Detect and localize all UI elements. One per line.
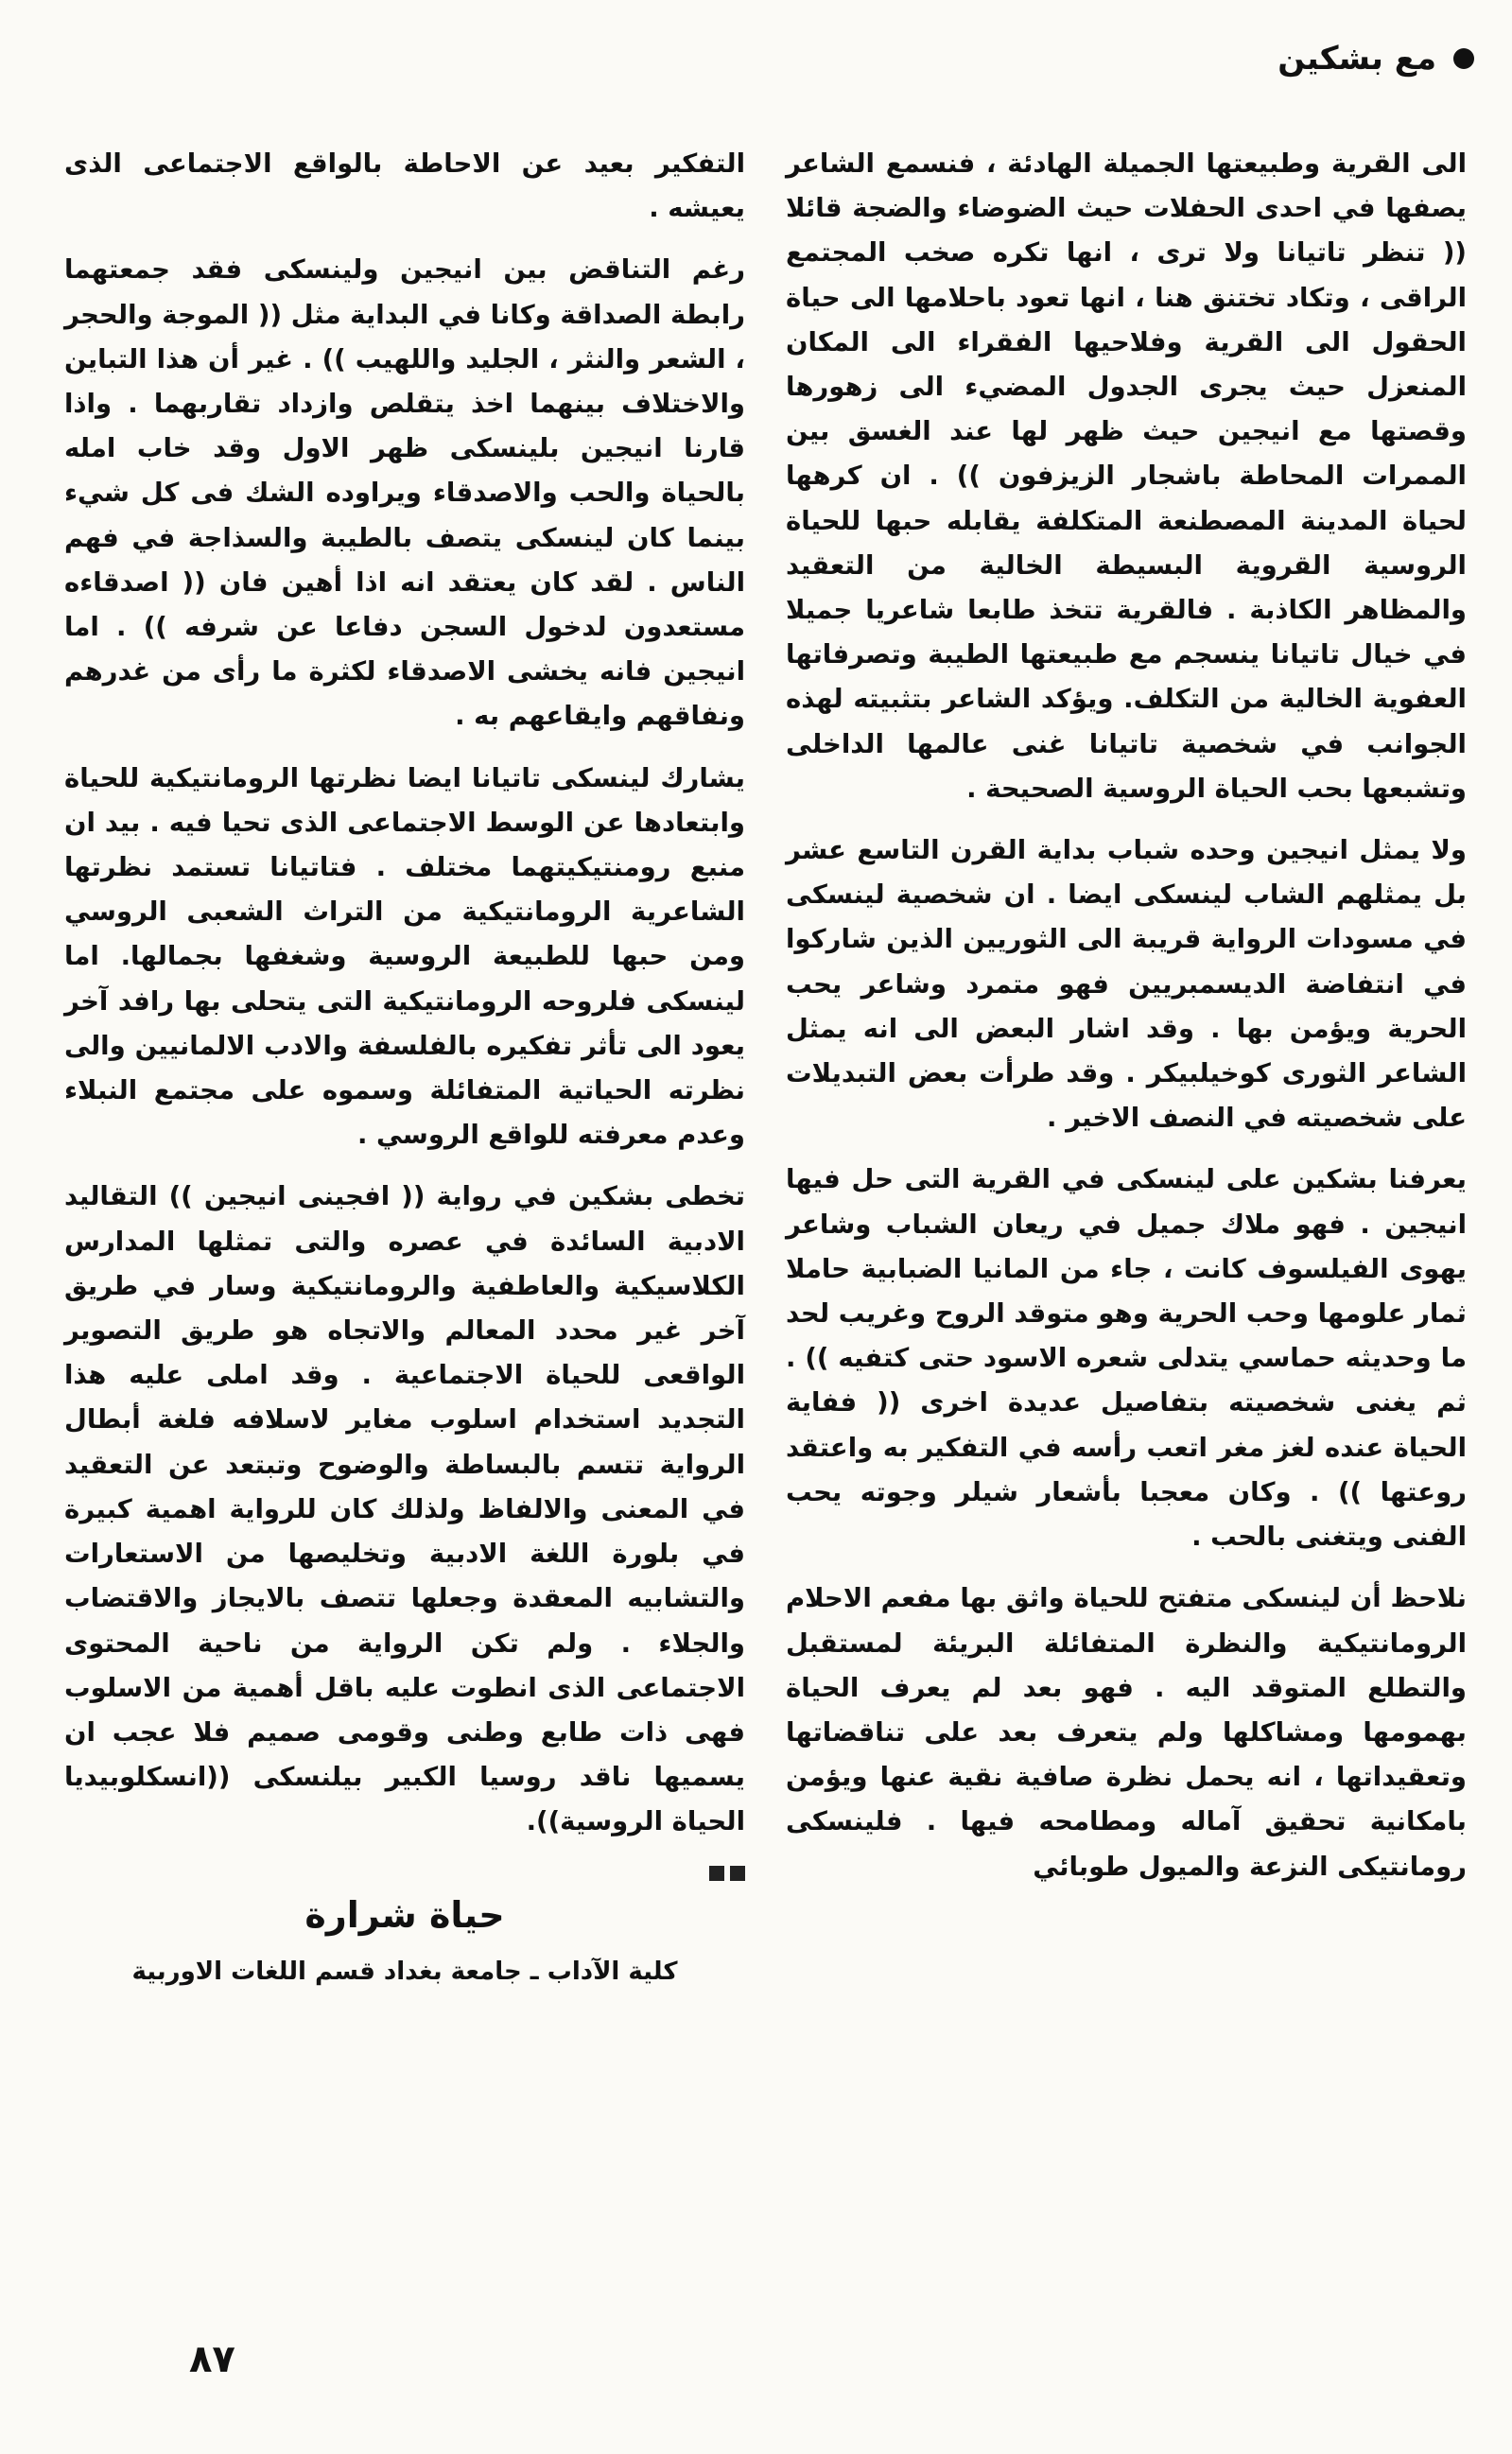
paragraph: يشارك لينسكى تاتيانا ايضا نظرتها الرومانتيكية للحياة وابتعادها عن الوسط الاجتماعى الذى تحيا فيه . بيد ان منبع رومنتيكيتهما مختلف . فتاتيانا تستمد نظرتها الشاعرية الرومانتيكية من التراث الشعبى الروسي ومن حبها للطبيعة الروسية وشغفها بجمالها. اما لينسكى فلروحه الرومانتيكية التى يتحلى بها رافد آخر يعود الى تأثر تفكيره بالفلسفة والادب الالمانيين والى نظرته الحياتية المتفائلة وسموه على مجتمع النبلاء وعدم معرفته للواقع الروسي . xyxy=(64,762,745,1151)
end-ornament-icon xyxy=(64,1866,745,1881)
page-number: ٨٧ xyxy=(189,2338,235,2381)
right-column xyxy=(786,142,1467,1889)
left-column xyxy=(64,142,745,1993)
running-header xyxy=(1277,40,1474,78)
paragraph: الى القرية وطبيعتها الجميلة الهادئة ، فنسمع الشاعر يصفها في احدى الحفلات حيث الضوضاء والضجة قائلا (( تنظر تاتيانا ولا ترى ، انها تكره صخب المجتمع الراقى ، وتكاد تختنق هنا ، انها تعود باحلامها الى حياة الحقول الى القرية وفلاحيها الفقراء الى المكان المنعزل حيث يجرى الجدول المضيء الى زهورها وقصتها مع انيجين حيث ظهر لها عند الغسق بين الممرات المحاطة باشجار الزيزفون )) . ان كرهها لحياة المدينة المصطنعة المتكلفة يقابله حبها للحياة الروسية القروية البسيطة الخالية من التعقيد والمظاهر الكاذبة . فالقرية تتخذ طابعا شاعريا جميلا في خيال تاتيانا ينسجم مع طبيعتها الطيبة وتصرفاتها العفوية الخالية من التكلف. ويؤكد الشاعر بتثبيته لهذه الجوانب في شخصية تاتيانا غنى عالمها الداخلى وتشبعها بحب الحياة الروسية الصحيحة . xyxy=(786,148,1467,804)
paragraph: يعرفنا بشكين على لينسكى في القرية التى حل فيها انيجين . فهو ملاك جميل في ريعان الشباب وشاعر يهوى الفيلسوف كانت ، جاء من المانيا الضبابية حاملا ثمار علومها وحب الحرية وهو متوقد الروح وغريب لحد ما وحديثه حماسي يتدلى شعره الاسود حتى كتفيه )) . ثم يغنى شخصيته بتفاصيل عديدة اخرى (( ففاية الحياة عنده لغز مغر اتعب رأسه في التفكير به واعتقد روعتها )) . وكان معجبا بأشعار شيلر وجوته يحب الفنى ويتغنى بالحب . xyxy=(786,1164,1467,1553)
paragraph: ولا يمثل انيجين وحده شباب بداية القرن التاسع عشر بل يمثلهم الشاب لينسكى ايضا . ان شخصية لينسكى في مسودات الرواية قريبة الى الثوريين الذين شاركوا في انتفاضة الديسمبريين فهو متمرد وشاعر يحب الحرية ويؤمن بها . وقد اشار البعض الى انه يمثل الشاعر الثورى كوخيلبيكر . وقد طرأت بعض التبديلات على شخصيته في النصف الاخير . xyxy=(786,835,1467,1134)
author-name: حياة شرارة xyxy=(304,1893,505,1936)
paragraph: رغم التناقض بين انيجين ولينسكى فقد جمعتهما رابطة الصداقة وكانا في البداية مثل (( الموجة والحجر ، الشعر والنثر ، الجليد واللهيب )) . غير أن هذا التباين والاختلاف بينهما اخذ يتقلص وازداد تقاربهما . واذا قارنا انيجين بلينسكى ظهر الاول وقد خاب امله بالحياة والحب والاصدقاء ويراوده الشك فى كل شيء بينما كان لينسكى يتصف بالطيبة والسذاجة في فهم الناس . لقد كان يعتقد انه اذا أهين فان (( اصدقاءه مستعدون لدخول السجن دفاعا عن شرفه )) . اما انيجين فانه يخشى الاصدقاء لكثرة ما رأى من غدرهم ونفاقهم وايقاعهم به . xyxy=(64,254,745,732)
author-affiliation: كلية الآداب ـ جامعة بغداد قسم اللغات الاوربية xyxy=(131,1957,678,1986)
paragraph: التفكير بعيد عن الاحاطة بالواقع الاجتماعى الذى يعيشه . xyxy=(64,148,745,224)
bullet-icon xyxy=(1453,48,1474,69)
paragraph: تخطى بشكين في رواية (( افجينى انيجين )) التقاليد الادبية السائدة في عصره والتى تمثلها المدارس الكلاسيكية والعاطفية والرومانتيكية وسار في طريق آخر غير محدد المعالم والاتجاه هو طريق التصوير الواقعى للحياة الاجتماعية . وقد املى عليه هذا التجديد استخدام اسلوب مغاير لاسلافه فلغة أبطال الرواية تتسم بالبساطة والوضوح وتبتعد عن التعقيد في المعنى والالفاظ ولذلك كان للرواية اهمية كبيرة في بلورة اللغة الادبية وتخليصها من الاستعارات والتشابيه المعقدة وجعلها تتصف بالايجاز والاقتضاب والجلاء . ولم تكن الرواية من ناحية المحتوى الاجتماعى الذى انطوت عليه باقل أهمية من الاسلوب فهى ذات طابع وطنى وقومى صميم فلا عجب ان يسميها ناقد روسيا الكبير بيلنسكى ((انسكلوبيديا الحياة الروسية)). xyxy=(64,1181,745,1837)
paragraph: نلاحظ أن لينسكى متفتح للحياة واثق بها مفعم الاحلام الرومانتيكية والنظرة المتفائلة البريئة لمستقبل والتطلع المتوقد اليه . فهو بعد لم يعرف الحياة بهمومها ومشاكلها ولم يتعرف بعد على تناقضاتها وتعقيداتها ، انه يحمل نظرة صافية نقية عنها ويؤمن بامكانية تحقيق آماله ومطامحه فيها . فلينسكى رومانتيكى النزعة والميول طوبائي xyxy=(786,1583,1467,1882)
running-header-title: مع بشكين xyxy=(1277,40,1436,78)
